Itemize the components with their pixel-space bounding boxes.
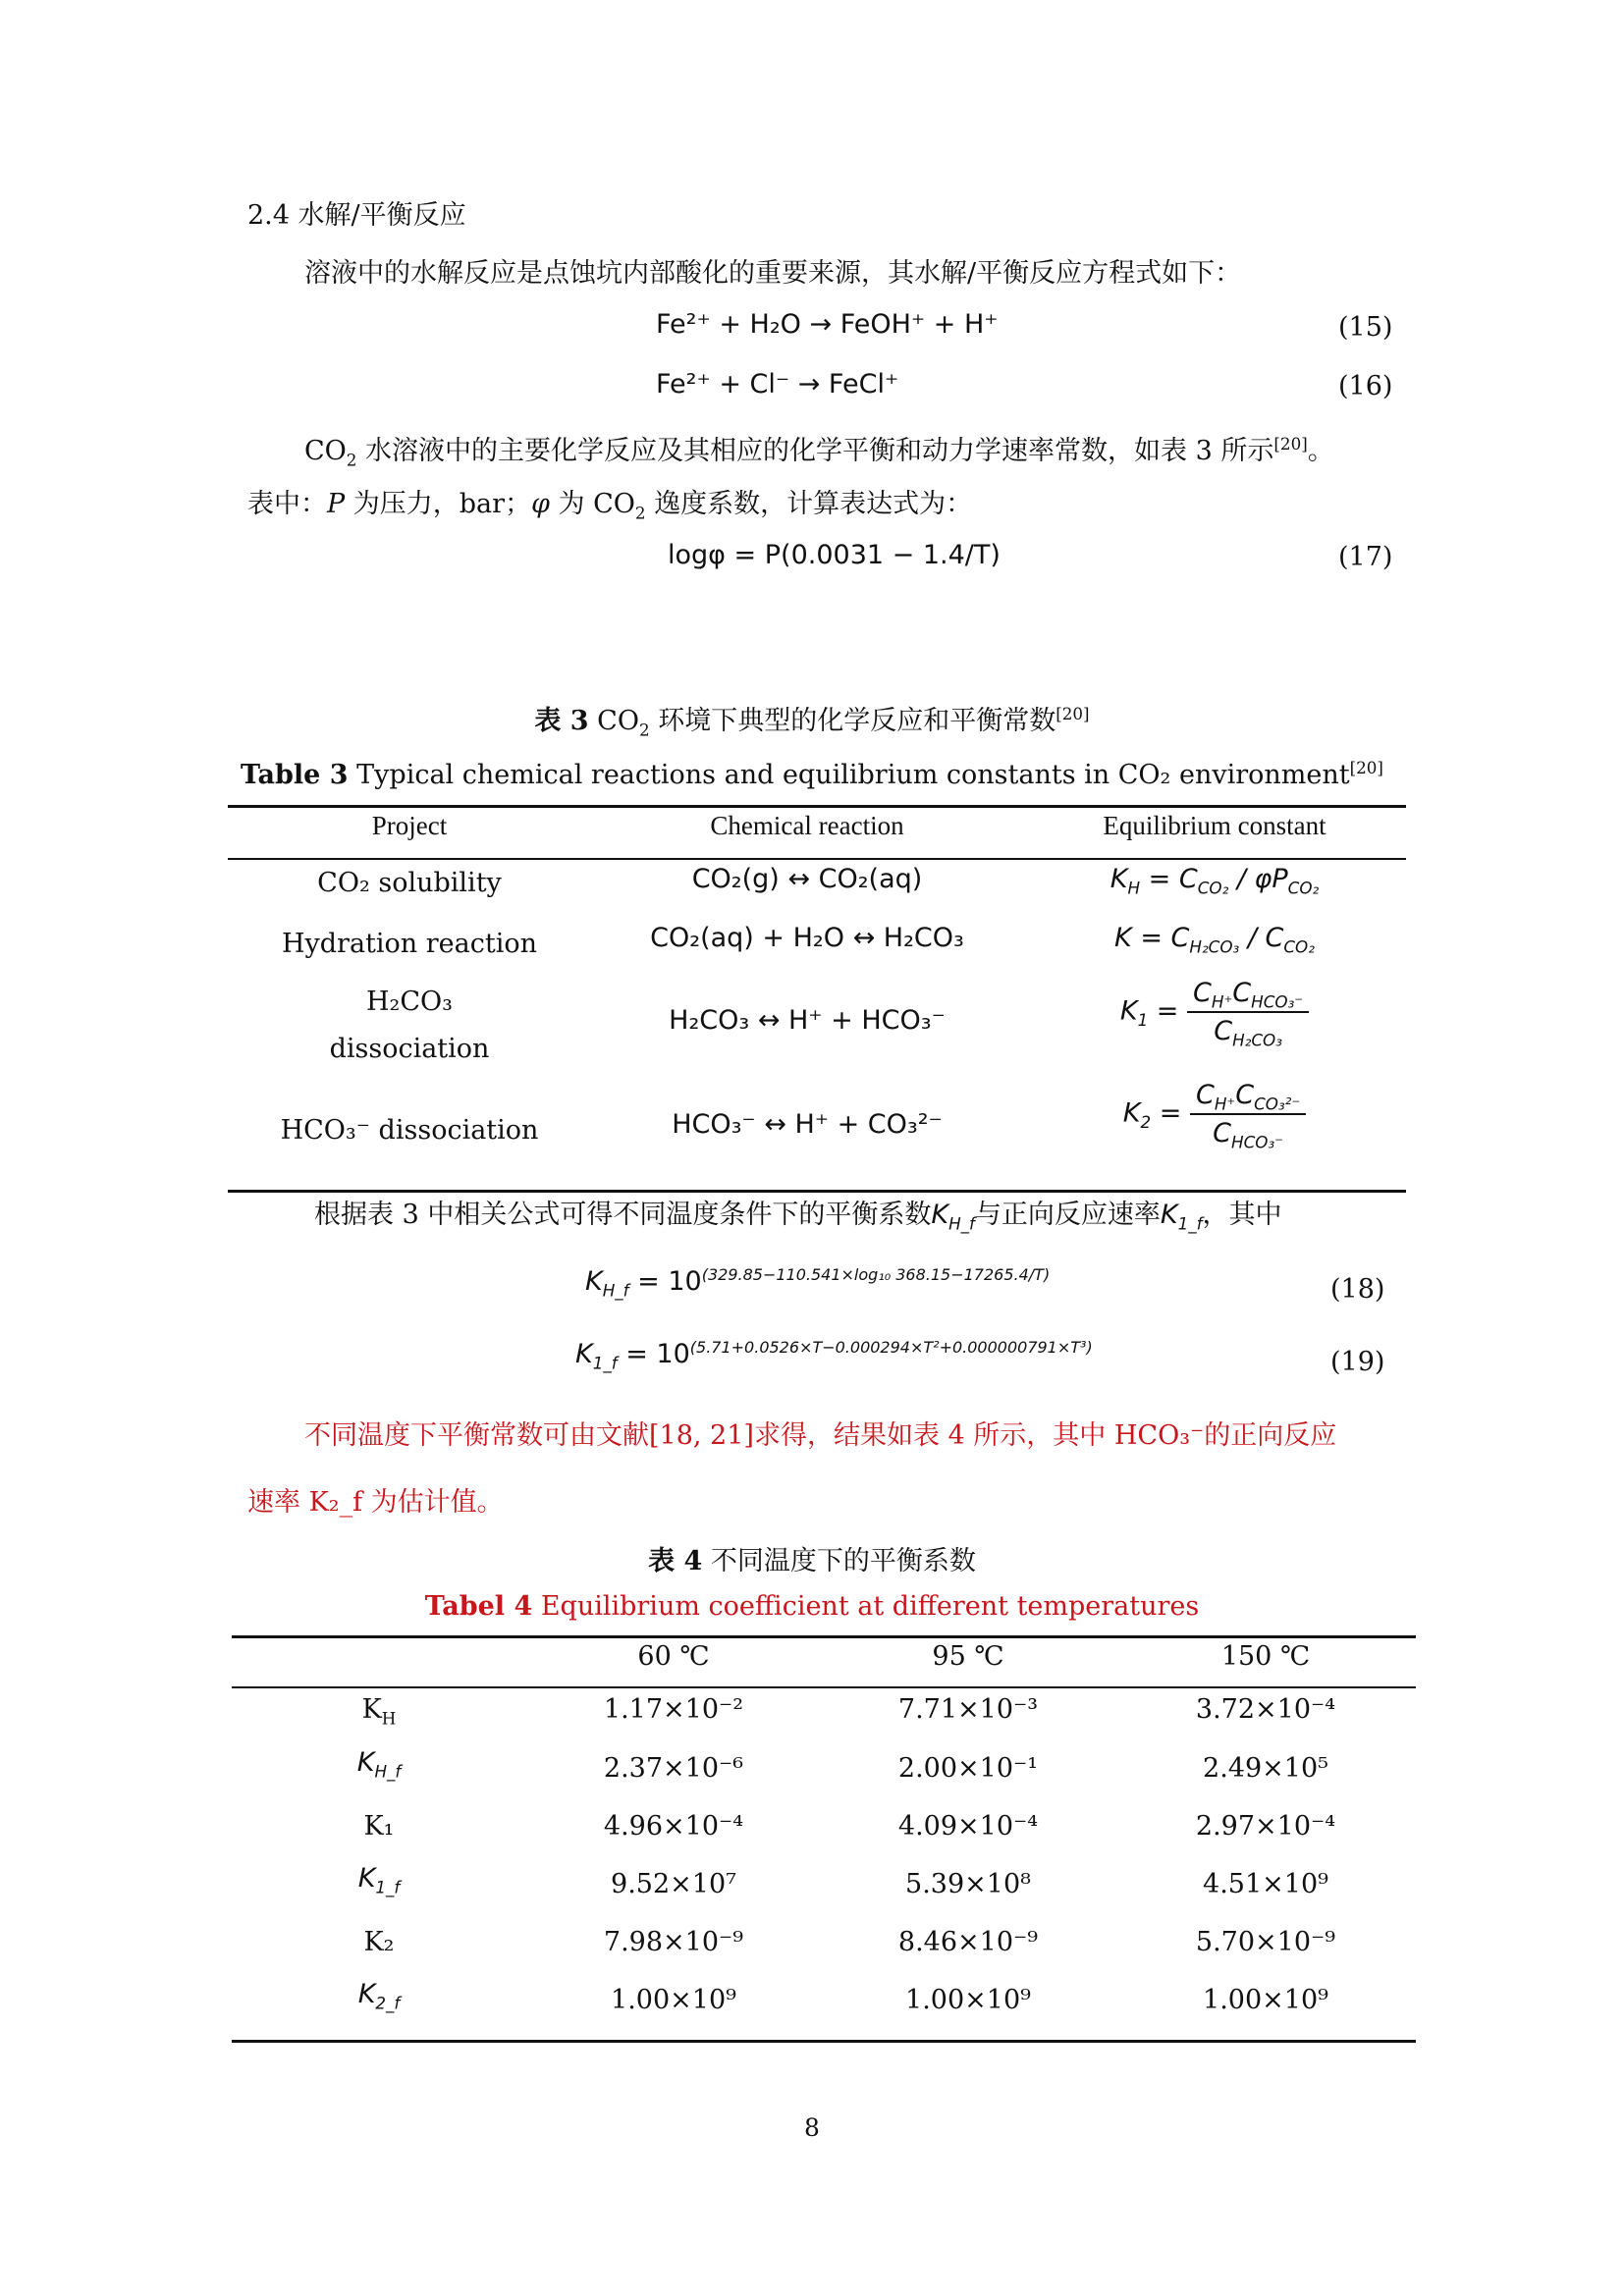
table4-cell: 7.98×10⁻⁹ bbox=[603, 1927, 744, 1957]
table3-caption-cn: 表 3 $CO_2$ 环境下典型的化学反应和平衡常数[20] bbox=[534, 704, 1090, 740]
table3-header-constant: Equilibrium constant bbox=[1103, 811, 1326, 840]
table4-cell: 2.37×10⁻⁶ bbox=[603, 1753, 744, 1784]
page-number: 8 bbox=[804, 2113, 820, 2142]
table3-row3-reaction: H₂CO₃ ↔ H⁺ + HCO₃⁻ bbox=[669, 1005, 946, 1036]
table4-cell: 1.17×10⁻² bbox=[603, 1694, 744, 1725]
table4-label: $K_{H\_f}$ bbox=[356, 1747, 402, 1782]
table3-header-project: Project bbox=[371, 811, 448, 840]
table3-row3-project-line2: dissociation bbox=[329, 1034, 490, 1064]
table3-row4-project: HCO₃⁻ dissociation bbox=[280, 1115, 539, 1146]
table4-label: K₁ bbox=[363, 1811, 395, 1842]
table4-cell: 2.00×10⁻¹ bbox=[897, 1753, 1039, 1784]
table4-cell: 7.71×10⁻³ bbox=[897, 1694, 1039, 1725]
equation-18-number: (18) bbox=[1330, 1274, 1385, 1305]
table4-label: $K_{2\_f}$ bbox=[357, 1979, 401, 2013]
table3-row2-project: Hydration reaction bbox=[281, 929, 538, 959]
table4-header-95: 95 ℃ bbox=[932, 1641, 1004, 1672]
table3-row1-constant: $K_H = C_{CO_2} / \varphi P_{CO_2}$ bbox=[1110, 864, 1320, 898]
table3-row2-reaction: CO₂(aq) + H₂O ↔ H₂CO₃ bbox=[650, 923, 964, 953]
table3-row1-reaction: CO₂(g) ↔ CO₂(aq) bbox=[691, 864, 923, 894]
equation-17: logφ = P(0.0031 − 1.4/T) bbox=[668, 540, 1001, 570]
table3-row3-constant: $K_1$ = $\frac{C_{H^+}C_{HCO_3^-}}{C_{H_2CO_3}}$ bbox=[1023, 978, 1406, 1046]
table3-row4-reaction: HCO₃⁻ ↔ H⁺ + CO₃²⁻ bbox=[672, 1109, 943, 1140]
paragraph-co2-line2: 表中：P 为压力，bar；φ 为 $CO_2$ 逸度系数，计算表达式为： bbox=[247, 489, 973, 523]
table4-cell: 2.97×10⁻⁴ bbox=[1195, 1811, 1336, 1842]
equation-16: Fe²⁺ + Cl⁻ → FeCl⁺ bbox=[656, 369, 899, 400]
table4-cell: 5.39×10⁸ bbox=[905, 1869, 1031, 1899]
paragraph-red-line2: 速率 K₂_f 为估计值。 bbox=[247, 1487, 504, 1518]
table4-label: $K_{1\_f}$ bbox=[357, 1863, 401, 1897]
equation-15-number: (15) bbox=[1338, 312, 1393, 343]
table3-row1-project: CO₂ solubility bbox=[317, 868, 502, 898]
equation-19: $K_{1\_f} = 10^{(5.71+0.0526\times T-0.000294\times T^2+0.000000791\times T^3)}$ bbox=[575, 1338, 1093, 1373]
table3-row2-constant: $K = C_{H_2CO_3} / C_{CO_2}$ bbox=[1114, 923, 1315, 957]
table4-bottom-rule bbox=[232, 2040, 1416, 2043]
table4-caption-en: Tabel 4 Equilibrium coefficient at different temperatures bbox=[424, 1591, 1200, 1622]
table4-caption-cn: 表 4 不同温度下的平衡系数 bbox=[648, 1546, 976, 1576]
equation-16-number: (16) bbox=[1338, 371, 1393, 401]
section-heading: 2.4 水解/平衡反应 bbox=[247, 200, 466, 231]
paragraph-equilibrium: 根据表 3 中相关公式可得不同温度条件下的平衡系数$K_{H\_f}$与正向反应速率$K_{1\_f}$，其中 bbox=[314, 1200, 1282, 1234]
paragraph-co2-line1: $CO_2$ 水溶液中的主要化学反应及其相应的化学平衡和动力学速率常数，如表 3 所示[20]。 bbox=[304, 434, 1334, 470]
table4-cell: 4.51×10⁹ bbox=[1203, 1869, 1328, 1899]
table3-header-rule bbox=[228, 858, 1406, 860]
table4-cell: 2.49×10⁵ bbox=[1203, 1753, 1328, 1784]
table4-cell: 4.09×10⁻⁴ bbox=[897, 1811, 1039, 1842]
table4-header-rule bbox=[232, 1686, 1416, 1688]
table4-top-rule bbox=[232, 1635, 1416, 1638]
table3-row3-project: H₂CO₃ bbox=[366, 987, 453, 1017]
intro-paragraph: 溶液中的水解反应是点蚀坑内部酸化的重要来源，其水解/平衡反应方程式如下： bbox=[304, 258, 1242, 289]
table3-bottom-rule bbox=[228, 1190, 1406, 1193]
table4-cell: 9.52×10⁷ bbox=[611, 1869, 736, 1899]
table4-cell: 4.96×10⁻⁴ bbox=[603, 1811, 744, 1842]
table4-header-150: 150 ℃ bbox=[1220, 1641, 1311, 1672]
table3-header-reaction: Chemical reaction bbox=[710, 811, 904, 840]
table3-row4-constant: $K_2$ = $\frac{C_{H^+}C_{CO_3^{2-}}}{C_{HCO_3^-}}$ bbox=[1023, 1080, 1406, 1148]
table4-cell: 8.46×10⁻⁹ bbox=[897, 1927, 1039, 1957]
table3-caption-en: Table 3 Typical chemical reactions and equilibrium constants in CO₂ environment[20] bbox=[241, 758, 1383, 790]
equation-15: Fe²⁺ + H₂O → FeOH⁺ + H⁺ bbox=[656, 309, 999, 340]
table4-cell: 3.72×10⁻⁴ bbox=[1195, 1694, 1336, 1725]
table4-cell: 5.70×10⁻⁹ bbox=[1195, 1927, 1336, 1957]
table4-label: $K_H$ bbox=[361, 1694, 397, 1729]
equation-19-number: (19) bbox=[1330, 1347, 1385, 1377]
equation-18: $K_{H\_f} = 10^{(329.85-110.541\times log_{10} 368.15-17265.4/T)}$ bbox=[585, 1265, 1051, 1301]
table4-header-60: 60 ℃ bbox=[637, 1641, 710, 1672]
paragraph-red-line1: 不同温度下平衡常数可由文献[18, 21]求得，结果如表 4 所示，其中 HCO₃⁻的正向反应 bbox=[304, 1420, 1337, 1451]
table4-cell: 1.00×10⁹ bbox=[1203, 1985, 1328, 2015]
table4-cell: 1.00×10⁹ bbox=[905, 1985, 1031, 2015]
table3-top-rule bbox=[228, 805, 1406, 808]
table4-cell: 1.00×10⁹ bbox=[611, 1985, 736, 2015]
equation-17-number: (17) bbox=[1338, 542, 1393, 572]
table4-label: K₂ bbox=[363, 1927, 395, 1957]
